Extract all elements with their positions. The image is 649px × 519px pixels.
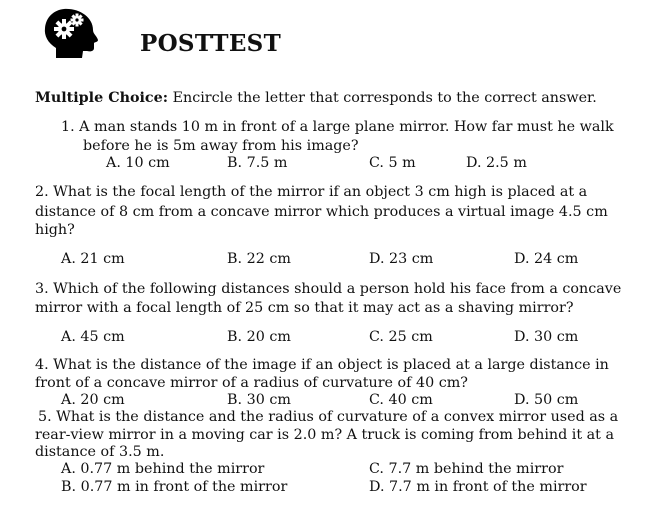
instructions (35, 89, 597, 107)
question-2-line-2: distance of 8 cm from a concave mirror which produces a virtual image 4.5 cm (35, 204, 608, 220)
question-2-choice-b[interactable]: B. 22 cm (227, 251, 291, 267)
question-1-choice-d[interactable]: D. 2.5 m (466, 155, 527, 171)
question-5-line-3: distance of 3.5 m. (35, 444, 165, 460)
question-5-choice-a[interactable]: A. 0.77 m behind the mirror (61, 461, 265, 477)
question-3-choice-a[interactable]: A. 45 cm (61, 329, 125, 345)
instructions-label: Multiple Choice: (35, 90, 169, 106)
question-2-choice-c[interactable]: D. 23 cm (369, 251, 434, 267)
question-2-choice-d[interactable]: D. 24 cm (514, 251, 579, 267)
question-5-choice-c[interactable]: C. 7.7 m behind the mirror (369, 461, 564, 477)
question-2-line-1: 2. What is the focal length of the mirror if an object 3 cm high is placed at a (35, 184, 588, 200)
question-5-choice-d[interactable]: D. 7.7 m in front of the mirror (369, 479, 587, 495)
instructions-text: Encircle the letter that corresponds to the correct answer. (172, 90, 597, 106)
question-4-choice-a[interactable]: A. 20 cm (61, 392, 125, 408)
question-2-line-3: high? (35, 222, 75, 238)
question-1-choice-b[interactable]: B. 7.5 m (227, 155, 288, 171)
question-4-choice-d[interactable]: D. 50 cm (514, 392, 579, 408)
question-3-line-2: mirror with a focal length of 25 cm so that it may act as a shaving mirror? (35, 300, 574, 316)
question-1-line-1: 1. A man stands 10 m in front of a large plane mirror. How far must he walk (61, 119, 614, 135)
page-title: POSTTEST (140, 30, 282, 57)
question-1-line-2: before he is 5m away from his image? (83, 138, 359, 154)
question-2-choice-a[interactable]: A. 21 cm (61, 251, 125, 267)
question-5-line-2: rear-view mirror in a moving car is 2.0 m? A truck is coming from behind it at a (35, 427, 614, 443)
question-3-line-1: 3. Which of the following distances should a person hold his face from a concave (35, 281, 622, 297)
question-3-choice-d[interactable]: D. 30 cm (514, 329, 579, 345)
question-1-choice-a[interactable]: A. 10 cm (106, 155, 170, 171)
question-5-line-1: 5. What is the distance and the radius of curvature of a convex mirror used as a (38, 409, 619, 425)
question-3-choice-c[interactable]: C. 25 cm (369, 329, 433, 345)
question-5-choice-b[interactable]: B. 0.77 m in front of the mirror (61, 479, 288, 495)
question-4-choice-c[interactable]: C. 40 cm (369, 392, 433, 408)
question-1-choice-c[interactable]: C. 5 m (369, 155, 416, 171)
question-4-line-2: front of a concave mirror of a radius of curvature of 40 cm? (35, 375, 468, 391)
question-4-choice-b[interactable]: B. 30 cm (227, 392, 291, 408)
question-4-line-1: 4. What is the distance of the image if an object is placed at a large distance in (35, 357, 609, 373)
question-3-choice-b[interactable]: B. 20 cm (227, 329, 291, 345)
head-with-gears-icon (42, 8, 100, 58)
